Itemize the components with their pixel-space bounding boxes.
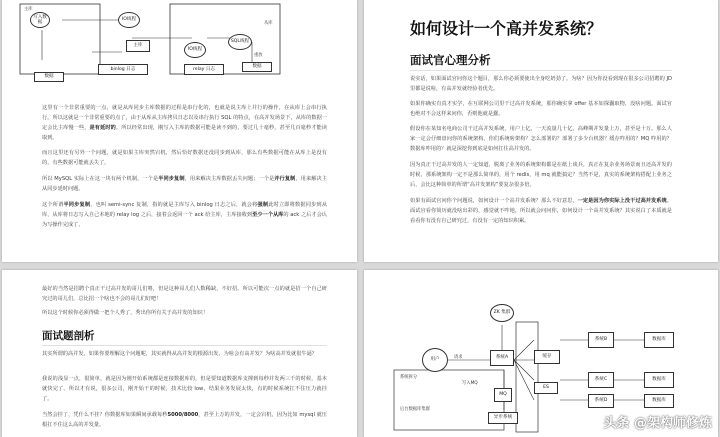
paragraph-mechanisms: 所以 MySQL 实际上在这一块有两个机制，一个是半同步复制，用来解决主库数据丢失问题；一个是并行复制，用来解决主从同步延时问题。 (42, 176, 327, 192)
master-data-box: 数据 (34, 72, 64, 82)
paragraph-ecommerce: 假设你在某知名电商公司干过高并发系统，用户上亿，一天流量几十亿，高峰期并发量上万，甚至是十万。那么人家一定会仔细盘问你的系统架构，你们系统啥架构？怎么部署的？部署了多少台机器？缓存咋用的？MQ 咋用的？数据库咋用的？就是深挖你到底是如何扛住高并发的。 (410, 126, 672, 152)
relay-log-box: relay 日志 (184, 64, 224, 75)
section-divider (42, 345, 327, 346)
binlog-box: binlog 日志 (98, 64, 148, 75)
section-heading-analysis: 面试题剖析 (42, 330, 95, 342)
write-mq-label: 写入MQ (462, 381, 478, 386)
document-page-bottom-left (2, 270, 357, 437)
database-box-3: 数据库 (644, 394, 674, 408)
section-divider (410, 70, 672, 71)
paragraph-hire: 最好的当然是招聘个真正干过高并发的哥儿们咯，但是这种哥儿们人数稀缺，不好招。所以可能次一点的就是招一个自己研究过的哥儿们，总比招一个啥也不会的哥儿们好吧！ (42, 286, 327, 302)
slave-data-box: 数据 (242, 62, 272, 72)
paragraph-real-experience: 因为真正干过高并发的人一定知道，脱离了业务的系统架构都是在纸上谈兵，真正在复杂业务场景而且还高并发的时候，那系统架构一定不是那么简单的，用个 redis，用 mq 就能搞定？当然不是，真实的系统架构搭配上业务之后，会比这种简单的所谓“高并发架构”要复杂很多倍。 (410, 162, 672, 188)
split-label: 系统拆分 (400, 375, 418, 380)
es-box: ES (534, 382, 558, 394)
paragraph-offer: 如果你确实有真才实学，在互联网公司里干过高并发系统，那你确实拿 offer 基本如探囊取物，没啥问题。面试官也绝对不会这样来问你，否则他就是蠢。 (410, 101, 672, 117)
sql-thread-node: SQL线程 (228, 34, 252, 50)
db-cluster-label: 后台数据库集群 (400, 407, 431, 412)
replay-label: 重放 (254, 53, 263, 58)
paragraph-crash: 当然会挂了，凭什么不挂？你数据库如果瞬间承载每秒5000/8000，甚至上万的并发，一定会宕机，因为比如 mysql 就压根扛不住这么高的并发量。 (42, 412, 327, 428)
async-system-box: 异步系统 (488, 412, 518, 424)
system-c-box: 系统C (588, 372, 614, 388)
paragraph-intro: 说实话，如果面试官问你这个题目，那么你必须要使出全身吃奶劲了。为啥？因为你没看到现在很多公司招聘的 JD 里都是说啥，有高并发就经验者优先。 (410, 76, 672, 92)
paragraph-root-cause: 其实所谓的高并发，如果你要理解这个问题呢，其实就得从高并发的根源出发，为啥会有高并发？为啥高并发就很牛逼？ (42, 351, 317, 357)
page-title: 如何设计一个高并发系统？ (410, 19, 603, 38)
paragraph-data-loss: 而且这里还有另外一个问题，就是如果主库突然宕机，然后恰好数据还没同步到从库，那么有些数据可能在从库上是没有的，有些数据可能就丢失了。 (42, 150, 327, 166)
user-node: 用户 (422, 348, 448, 372)
master-io-box: 主库 (126, 40, 150, 52)
system-a-box: 系统A (490, 350, 514, 366)
mq-box: MQ (494, 388, 512, 402)
cache-box: 缓存 (534, 350, 560, 364)
io-thread-node: IO线程 (184, 42, 206, 58)
paragraph-how-to-design: 如果有面试官问你个问题说，如何设计一个高并发系统？那么不好意思，一定是因为你实际上没干过高并发系统。面试官看你简历就没啥出彩的，感觉就不咋地，所以就会问问你，如何设计一个高并发系统？其实说白了本质就是看看你有没有自己研究过，有没有一定的知识积累。 (410, 198, 672, 224)
system-b-box: 系统B (588, 332, 614, 348)
section-heading-interviewer-psychology: 面试官心理分析 (410, 53, 491, 67)
zk-cluster-node: ZK 集群 (490, 304, 514, 322)
write-data-node: 写入数据 (30, 12, 50, 28)
paragraph-database-limit: 我说的浅显一点，很简单，就是因为刚开始系统都是连接数据库的，但是要知道数据库支撑到每秒并发两三千的时候，基本就快完了。所以才有说，很多公司，刚开始干的时候，技术比较 low，结果业务发展太快，有的时候系统扛不住压力就挂了。 (42, 376, 327, 402)
slave-db-label: 从库 (264, 21, 273, 26)
watermark: 头条 @架构师修炼 (603, 416, 712, 431)
system-d-box: 系统D (588, 394, 614, 408)
request-label: 请求 (454, 355, 463, 360)
document-page-top-left (2, 0, 357, 262)
paragraph-replication-delay: 这里有一个非常重要的一点，就是从库同步主库数据的过程是串行化的，也就是说主库上并行的操作，在从库上会串行执行。所以这就是一个非常重要的点了，由于从库从主库拷贝日志以及串行执行 SQL 的特点，在高并发场景下，从库的数据一定会比主库慢一些，是有延时的。所以经常出现，刚写入主库的数据可能是读不到的，要过几十毫秒，甚至几百毫秒才能读取到。 (42, 105, 327, 141)
database-box-1: 数据库 (644, 332, 674, 348)
io-thread-node-left: IO线程 (118, 12, 140, 28)
database-box-2: 数据库 (644, 372, 674, 388)
paragraph-semi-sync: 这个所谓半同步复制，也叫 semi-sync 复制，指的就是主库写入 binlog 日志之后，就会将强制此时立即将数据同步到从库，从库将日志写入自己本地的 relay log 之后，接着会返回一个 ack 给主库，主库接收到至少一个从库的 ack 之后才会认为写操作完成了。 (42, 202, 327, 228)
document-page-top-right (364, 0, 718, 262)
master-db-label: 主库 (24, 7, 33, 12)
paragraph-show: 所以这个时候你必须得做一把个人秀了，秀出你所有关于高并发的知识！ (42, 310, 209, 316)
